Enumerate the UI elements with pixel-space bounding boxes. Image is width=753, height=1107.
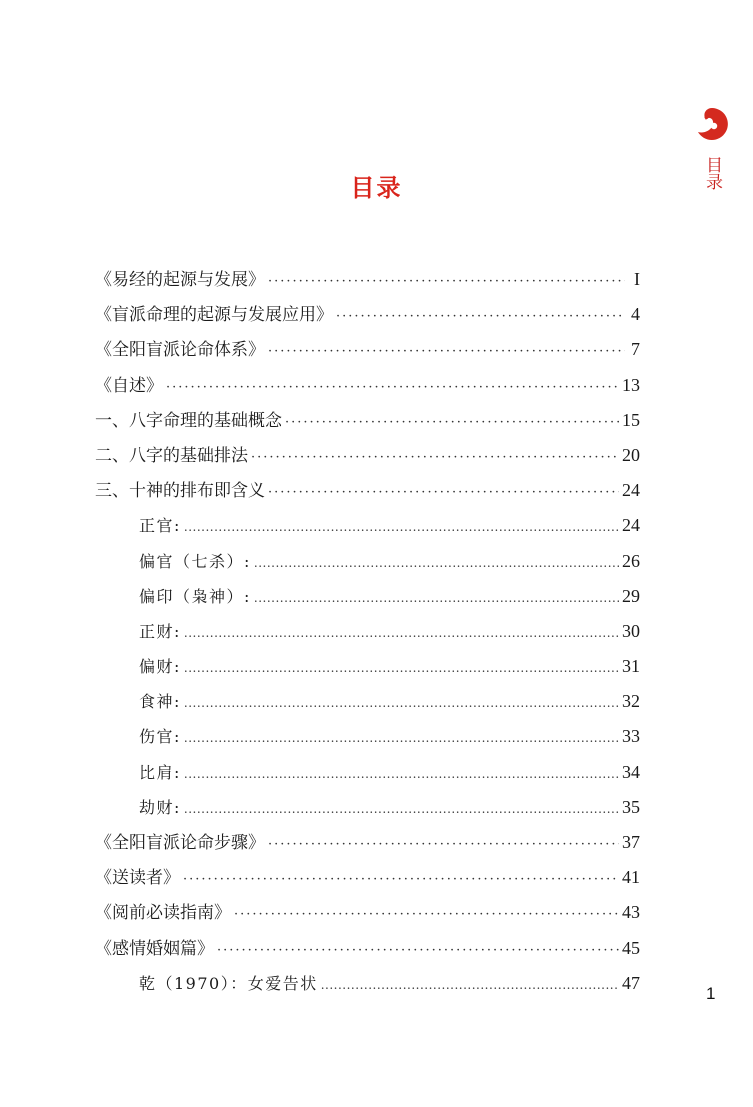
yin-yang-icon bbox=[692, 104, 732, 144]
toc-entry-label: 食神: bbox=[139, 692, 181, 712]
toc-entry-chapter-2[interactable] bbox=[95, 438, 640, 473]
toc-leader-dots bbox=[254, 581, 619, 616]
toc-entry-page: 34 bbox=[622, 761, 640, 782]
toc-leader-dots bbox=[268, 334, 625, 369]
toc-leader-dots bbox=[184, 721, 619, 756]
toc-entry-page: 32 bbox=[622, 691, 640, 712]
side-chapter-label: 目录 bbox=[702, 156, 722, 190]
toc-entry-page: 37 bbox=[622, 832, 640, 852]
toc-entry-label: 《自述》 bbox=[95, 375, 163, 396]
toc-entry-label: 偏印（枭神）: bbox=[139, 586, 251, 606]
toc-entry-preface[interactable] bbox=[95, 368, 640, 403]
page-number: 1 bbox=[706, 984, 716, 1003]
toc-leader-dots bbox=[285, 405, 619, 440]
toc-entry-label: 伤官: bbox=[139, 727, 181, 747]
toc-entry-mangpai-origin[interactable] bbox=[95, 297, 640, 332]
toc-leader-dots bbox=[268, 264, 625, 299]
toc-entry-label: 《送读者》 bbox=[95, 868, 180, 889]
toc-entry-label: 正财: bbox=[139, 621, 181, 641]
toc-leader-dots bbox=[336, 299, 625, 334]
toc-entry-reading-guide[interactable] bbox=[95, 895, 640, 930]
toc-entry-label: 偏官（七杀）: bbox=[139, 551, 251, 571]
toc-entry-label: 二、八字的基础排法 bbox=[95, 445, 248, 466]
toc-entry-label: 乾（1970）：女爱告状 bbox=[139, 973, 318, 993]
toc-entry-label: 劫财: bbox=[139, 797, 181, 817]
toc-entry-yijing[interactable] bbox=[95, 262, 640, 297]
toc-entry-chapter-3[interactable] bbox=[95, 473, 640, 508]
toc-entry-piancai[interactable] bbox=[95, 649, 640, 684]
toc-entry-case-1970[interactable] bbox=[95, 966, 640, 1001]
toc-entry-label: 《易经的起源与发展》 bbox=[95, 270, 265, 290]
toc-entry-shangguan[interactable] bbox=[95, 719, 640, 754]
toc-entry-page: 13 bbox=[622, 374, 640, 395]
toc-leader-dots bbox=[166, 370, 619, 405]
toc-entry-page: 29 bbox=[622, 585, 640, 606]
toc-entry-label: 《感情婚姻篇》 bbox=[95, 938, 214, 959]
toc-entry-page: 26 bbox=[622, 550, 640, 571]
toc-leader-dots bbox=[234, 897, 619, 932]
toc-entry-shishen[interactable] bbox=[95, 684, 640, 719]
toc-entry-label: 正官: bbox=[139, 516, 181, 536]
toc-entry-page: 7 bbox=[631, 339, 640, 360]
toc-entry-page: 31 bbox=[622, 656, 640, 677]
toc-entry-label: 比肩: bbox=[139, 762, 181, 782]
toc-leader-dots bbox=[217, 933, 619, 968]
toc-entry-zhengcai[interactable] bbox=[95, 614, 640, 649]
toc-entry-steps[interactable] bbox=[95, 825, 640, 860]
toc-entry-label: 《阅前必读指南》 bbox=[95, 903, 231, 924]
toc-entry-zhengguan[interactable] bbox=[95, 508, 640, 543]
toc-leader-dots bbox=[254, 546, 619, 581]
toc-entry-to-readers[interactable] bbox=[95, 860, 640, 895]
toc-entry-page: I bbox=[634, 269, 640, 289]
toc-leader-dots bbox=[184, 616, 619, 651]
toc-entry-quanyang-system[interactable] bbox=[95, 332, 640, 367]
toc-entry-page: 47 bbox=[622, 972, 640, 993]
toc-entry-jiecai[interactable] bbox=[95, 790, 640, 825]
toc-entry-page: 4 bbox=[631, 304, 640, 325]
toc-entry-page: 30 bbox=[622, 620, 640, 641]
toc-entry-marriage[interactable] bbox=[95, 931, 640, 966]
toc-leader-dots bbox=[184, 510, 619, 545]
toc-leader-dots bbox=[321, 968, 619, 1003]
toc-leader-dots bbox=[184, 792, 619, 827]
toc-entry-page: 24 bbox=[622, 480, 640, 501]
toc-entry-label: 《全阳盲派论命体系》 bbox=[95, 340, 265, 361]
table-of-contents bbox=[95, 262, 640, 1001]
toc-leader-dots bbox=[183, 862, 619, 897]
toc-leader-dots bbox=[251, 440, 619, 475]
toc-entry-label: 一、八字命理的基础概念 bbox=[95, 410, 282, 431]
toc-entry-label: 三、十神的排布即含义 bbox=[95, 481, 265, 502]
toc-entry-page: 43 bbox=[622, 902, 640, 923]
toc-entry-bijian[interactable] bbox=[95, 755, 640, 790]
toc-entry-pianyin[interactable] bbox=[95, 579, 640, 614]
toc-leader-dots bbox=[184, 686, 619, 721]
toc-entry-page: 33 bbox=[622, 726, 640, 747]
toc-entry-label: 《盲派命理的起源与发展应用》 bbox=[95, 305, 333, 326]
toc-entry-page: 20 bbox=[622, 444, 640, 465]
toc-entry-pianguan[interactable] bbox=[95, 544, 640, 579]
toc-leader-dots bbox=[268, 827, 619, 862]
toc-entry-label: 《全阳盲派论命步骤》 bbox=[95, 833, 265, 853]
toc-entry-chapter-1[interactable] bbox=[95, 403, 640, 438]
toc-leader-dots bbox=[184, 651, 619, 686]
toc-entry-page: 41 bbox=[622, 867, 640, 888]
toc-leader-dots bbox=[268, 475, 619, 510]
toc-leader-dots bbox=[184, 757, 619, 792]
toc-entry-page: 45 bbox=[622, 937, 640, 958]
toc-entry-page: 24 bbox=[622, 515, 640, 536]
page-title: 目录 bbox=[350, 174, 403, 202]
toc-entry-label: 偏财: bbox=[139, 657, 181, 677]
toc-entry-page: 35 bbox=[622, 796, 640, 817]
toc-entry-page: 15 bbox=[622, 409, 640, 430]
